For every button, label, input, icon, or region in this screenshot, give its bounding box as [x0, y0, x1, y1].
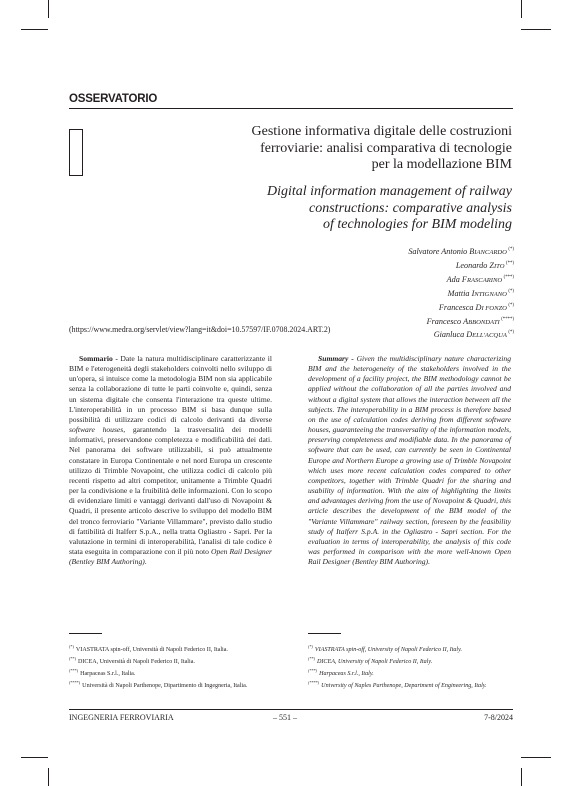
author-surname: I FONZO — [481, 304, 507, 312]
affiliation-mark: (*) — [508, 330, 514, 336]
author — [260, 259, 514, 273]
author-surname-initial: I — [471, 288, 475, 298]
crop-mark — [521, 0, 522, 18]
affiliation-mark: (***) — [503, 274, 514, 280]
crop-mark — [521, 757, 551, 758]
author-surname: ITO — [493, 262, 505, 270]
author-first-name: Ada — [446, 274, 460, 284]
crop-mark — [521, 29, 551, 30]
abstract-italian — [69, 354, 272, 567]
abstract-emphasis: software houses — [69, 425, 124, 435]
affiliation-mark: (*) — [508, 302, 514, 308]
journal-name: INGEGNERIA FERROVIARIA — [69, 713, 174, 722]
footnote — [69, 643, 273, 655]
footnote-mark: (*) — [308, 644, 313, 649]
author-surname: RASCARINO — [466, 276, 503, 284]
title-line: of technologies for BIM modeling — [323, 217, 512, 232]
author — [260, 273, 514, 287]
footnote-mark: (****) — [308, 680, 320, 685]
doi-link[interactable]: (https://www.medra.org/servlet/view?lang=it&doi=10.57597/IF.0708.2024.ART.2) — [69, 325, 331, 334]
footnote — [308, 679, 512, 691]
footnote — [69, 655, 273, 667]
figure-placeholder-box — [69, 129, 83, 176]
title-line: per la modellazione BIM — [371, 157, 512, 172]
footnote-mark: (**) — [308, 656, 315, 661]
footnote-text: Harpaceas S.r.l., Italia. — [80, 671, 136, 677]
footnote-text: VIASTRATA spin-off, University of Napoli Federico II, Italy. — [314, 647, 463, 653]
footnote — [308, 643, 512, 655]
author-surname: IANCARDO — [474, 249, 507, 256]
crop-mark — [48, 768, 49, 786]
abstract-lead: Sommario - — [79, 354, 118, 363]
author-surname-initial: F — [461, 274, 467, 284]
abstract-text: Date la natura multidisciplinare caratterizzante il BIM e l'eterogeneità degli stakeholders coinvolti nello sviluppo di un'opera, si intuisce come la metodologia BIM non sia applicabile senza la collaborazione di tutte le parti coinvolte e, quindi, senza un sistema digitale che consenta l'interazione tra queste ultime. L'interoperabilità in un processo BIM si basa dunque sulla possibilità di utilizzare codici di calcolo derivanti da diverse — [69, 354, 272, 424]
author — [260, 287, 514, 301]
author-first-name: Francesco — [426, 316, 462, 326]
crop-mark — [521, 768, 522, 786]
issue-number: 7-8/2024 — [484, 713, 513, 722]
affiliation-mark: (*) — [508, 247, 514, 252]
abstract-text: . — [144, 557, 147, 567]
abstract-emphasis: Open Rail Designer (Bentley BIM Authoring) — [69, 546, 272, 567]
author — [260, 301, 514, 315]
author-first-name: Mattia — [447, 288, 470, 298]
title-line: constructions: comparative analysis — [309, 200, 512, 216]
footnote-text: DICEA, Università di Napoli Federico II, Italia. — [77, 659, 195, 665]
author-surname-initial: Z — [489, 260, 494, 270]
crop-mark — [21, 29, 48, 30]
author-surname: NTIGNANO — [474, 290, 507, 298]
footnote-text: VIASTRATA spin-off, Università di Napoli Federico II, Italia. — [75, 647, 228, 653]
footnote-mark: (*) — [69, 644, 74, 649]
footnote-text: Harpaceas S.r.l., Italy. — [319, 671, 374, 677]
abstract-lead: Summary - — [318, 354, 354, 363]
footnote-text: University of Naples Parthenope, Department of Engineering, Italy. — [321, 683, 487, 689]
author-first-name: Gianluca — [433, 330, 465, 340]
author-surname-initial: D — [475, 302, 482, 312]
author-surname-initial: B — [469, 247, 475, 256]
article-title-italian — [150, 124, 512, 174]
author-surname-initial: D — [466, 330, 473, 340]
footnote — [69, 667, 273, 679]
footnote — [308, 667, 512, 679]
footnote-divider — [69, 633, 102, 634]
affiliation-mark: (*) — [508, 288, 514, 294]
footnote-mark: (**) — [69, 656, 76, 661]
abstract-text: Given the multidisciplinary nature characterizing BIM and the heterogeneity of the stakeholders involved in the development of a facility project, the BIM methodology cannot be applied without the collaboration of all the parties involved and without a digital system that allows the interaction between all the subjects. The interoperability in a BIM process is therefore based on the use of calculation codes deriving from different software houses, guaranteeing the transversality of the information models, preserving completeness and modifiable data. In the panorama of software that can be used, can currently be seen in Continental Europe and Northern Europe a growing use of Trimble Novapoint which uses more recent calculation codes compared to other competitors, together with Trimble Quadri for the sharing and usability of information. With the aim of highlighting the limits and advantages deriving from the use of Novapoint & Quadri, this article describes the development of the BIM model of the "Variante Villammare" railway section, foreseen by the feasibility study of Italferr S.p.A. in the Ogliastro - Sapri section. For the evaluation in terms of interoperability, the analysis of this code was performed in comparison with the more well-known Open Rail Designer (Bentley BIM Authoring). — [308, 354, 512, 567]
footnote-mark: (****) — [69, 680, 81, 685]
footer-divider — [69, 709, 513, 710]
abstract-text: , garantendo la trasversalità dei modelli informativi, preservandone completezza e modificabilità dei dati. Nel panorama dei software utilizzabili, si può attualmente constatare in Europa Continentale e nel nord Europa un crescente utilizzo di Trimble Novapoint, che utilizza codici di calcolo più recenti rispetto ad altri competitor, unitamente a Trimble Quadri per la condivisione e la fruibilità delle informazioni. Con lo scopo di evidenziare limiti e vantaggi derivanti dall'uso di Novapoint & Quadri, il presente articolo descrive lo sviluppo del modello BIM del tronco ferroviario "Variante Villammare", previsto dallo studio di fattibilità di Italferr S.p.A., nella tratta Ogliastro - Sapri. Per la valutazione in termini di interoperabilità, l'analisi di tale codice è stata eseguita in comparazione con il più noto — [69, 425, 272, 556]
title-line: Digital information management of railway — [267, 184, 512, 199]
title-line: ferroviarie: analisi comparativa di tecnologie — [260, 140, 512, 156]
author-first-name: Salvatore Antonio — [408, 247, 468, 256]
author-surname: ELL'ACQUA — [472, 332, 507, 340]
footnote-mark: (***) — [69, 668, 79, 673]
page-number: – 551 – — [273, 713, 297, 722]
section-divider — [69, 108, 513, 109]
section-label: OSSERVATORIO — [69, 93, 158, 105]
affiliation-mark: (**) — [506, 260, 514, 266]
title-line: Gestione informativa digitale delle costruzioni — [251, 124, 512, 139]
footnote — [69, 679, 273, 691]
affiliation-mark: (****) — [501, 316, 514, 322]
footnote-mark: (***) — [308, 668, 318, 673]
footnote-text: Università di Napoli Parthenope, Dipartimento di Ingegneria, Italia. — [82, 683, 248, 689]
author — [260, 245, 514, 259]
author-first-name: Francesca — [438, 302, 474, 312]
crop-mark — [21, 757, 48, 758]
footnote — [308, 655, 512, 667]
author-surname-initial: A — [463, 316, 469, 326]
author-surname: BBONDATI — [468, 318, 500, 326]
abstract-english — [308, 354, 511, 567]
article-title-english — [150, 184, 512, 234]
author-first-name: Leonardo — [455, 260, 488, 270]
footnote-divider — [308, 633, 341, 634]
footnote-text: DICEA, University of Napoli Federico II, Italy. — [316, 659, 433, 665]
crop-mark — [48, 0, 49, 18]
